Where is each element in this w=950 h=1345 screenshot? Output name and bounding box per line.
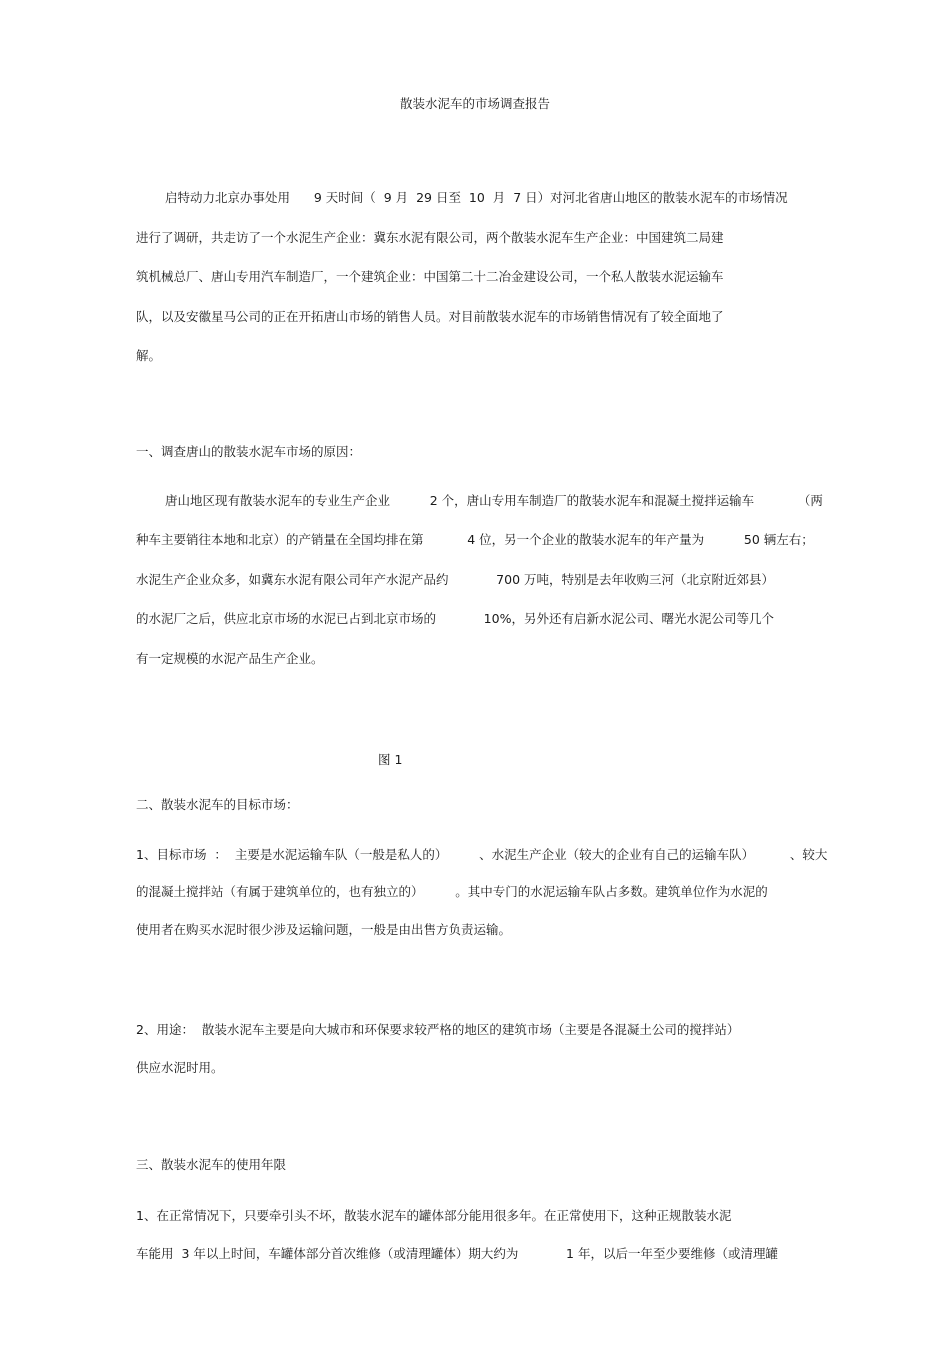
figure-label: 图 1 bbox=[378, 752, 403, 767]
intro-line-1: 启特动力北京办事处用 9 天时间（ 9 月 29 日至 10 月 7 日）对河北省唐山地区的散装水泥车的市场情况 bbox=[165, 190, 788, 205]
section1-line-4: 的水泥厂之后，供应北京市场的水泥已占到北京市场的 10%，另外还有启新水泥公司、曙光水泥公司等几个 bbox=[136, 611, 774, 626]
section2-item1-line-2: 的混凝土搅拌站（有属于建筑单位的，也有独立的） 。其中专门的水泥运输车队占多数。建筑单位作为水泥的 bbox=[136, 884, 768, 899]
section2-item2-line-1: 2、用途： 散装水泥车主要是向大城市和环保要求较严格的地区的建筑市场（主要是各混凝土公司的搅拌站） bbox=[136, 1022, 740, 1037]
section2-item2-line-2: 供应水泥时用。 bbox=[136, 1060, 224, 1075]
document-title: 散装水泥车的市场调查报告 bbox=[399, 96, 550, 111]
intro-line-4: 队，以及安徽星马公司的正在开拓唐山市场的销售人员。对目前散装水泥车的市场销售情况有了较全面地了 bbox=[136, 309, 724, 324]
section1-heading: 一、调查唐山的散装水泥车市场的原因： bbox=[136, 444, 362, 459]
section2-item1-line-1: 1、目标市场 ： 主要是水泥运输车队（一般是私人的） 、水泥生产企业（较大的企业有自己的运输车队） 、较大 bbox=[136, 847, 828, 862]
section2-heading: 二、散装水泥车的目标市场： bbox=[136, 797, 299, 812]
section1-line-2: 种车主要销往本地和北京）的产销量在全国均排在第 4 位，另一个企业的散装水泥车的年产量为 50 辆左右； bbox=[136, 532, 814, 547]
section1-line-3: 水泥生产企业众多，如冀东水泥有限公司年产水泥产品约 700 万吨，特别是去年收购三河（北京附近郊县） bbox=[136, 572, 775, 587]
section1-line-1: 唐山地区现有散装水泥车的专业生产企业 2 个，唐山专用车制造厂的散装水泥车和混凝土搅拌运输车 （两 bbox=[165, 493, 823, 508]
intro-line-3: 筑机械总厂、唐山专用汽车制造厂，一个建筑企业：中国第二十二冶金建设公司，一个私人散装水泥运输车 bbox=[136, 269, 724, 284]
section3-item1-line-1: 1、在正常情况下，只要牵引头不坏，散装水泥车的罐体部分能用很多年。在正常使用下，这种正规散装水泥 bbox=[136, 1208, 732, 1223]
intro-line-2: 进行了调研，共走访了一个水泥生产企业：冀东水泥有限公司，两个散装水泥车生产企业：中国建筑二局建 bbox=[136, 230, 724, 245]
section3-heading: 三、散装水泥车的使用年限 bbox=[136, 1157, 287, 1172]
section1-line-5: 有一定规模的水泥产品生产企业。 bbox=[136, 651, 324, 666]
section2-item1-line-3: 使用者在购买水泥时很少涉及运输问题，一般是由出售方负责运输。 bbox=[136, 922, 512, 937]
intro-line-5: 解。 bbox=[136, 348, 162, 363]
section3-item1-line-2: 车能用 3 年以上时间，车罐体部分首次维修（或清理罐体）期大约为 1 年，以后一年至少要维修（或清理罐 bbox=[136, 1246, 778, 1261]
